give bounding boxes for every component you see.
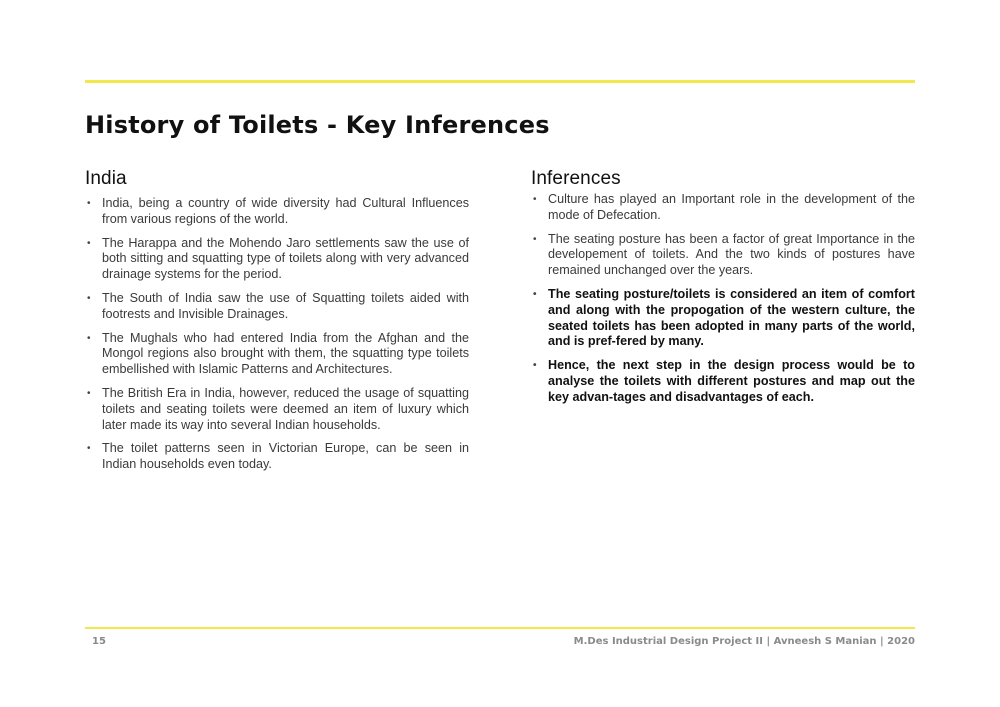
bullet-icon: • bbox=[533, 360, 537, 372]
inferences-bullet-list bbox=[531, 192, 915, 406]
inferences-heading: Inferences bbox=[531, 168, 621, 189]
bullet-icon: • bbox=[87, 443, 91, 455]
list-item-text: Hence, the next step in the design process would be to analyse the toilets with different postures and map out the key advan-tages and disadvantages of each. bbox=[548, 358, 915, 404]
footer-credit: M.Des Industrial Design Project II | Avneesh S Manian | 2020 bbox=[573, 636, 915, 647]
bullet-icon: • bbox=[87, 332, 91, 344]
list-item-text: The Mughals who had entered India from the Afghan and the Mongol regions also brought with them, the squatting type toilets embellished with Islamic Patterns and Architectures. bbox=[102, 330, 469, 377]
bullet-icon: • bbox=[87, 387, 91, 399]
list-item bbox=[85, 441, 469, 473]
list-item-text: The South of India saw the use of Squatting toilets aided with footrests and Invisible Drainages. bbox=[102, 290, 469, 321]
top-accent-rule bbox=[85, 80, 915, 83]
list-item bbox=[85, 236, 469, 283]
list-item bbox=[85, 196, 469, 228]
india-column bbox=[85, 168, 469, 481]
bullet-icon: • bbox=[533, 233, 537, 245]
list-item bbox=[531, 358, 915, 405]
page-number: 15 bbox=[92, 636, 106, 647]
inferences-column bbox=[531, 168, 915, 414]
india-heading: India bbox=[85, 168, 127, 189]
list-item-text: Culture has played an Important role in the development of the mode of Defecation. bbox=[548, 192, 915, 222]
list-item bbox=[531, 232, 915, 279]
list-item-text: India, being a country of wide diversity had Cultural Influences from various regions of the world. bbox=[102, 196, 469, 226]
bullet-icon: • bbox=[87, 292, 91, 304]
bullet-icon: • bbox=[533, 288, 537, 300]
list-item-text: The Harappa and the Mohendo Jaro settlements saw the use of both sitting and squatting type of toilets along with very advanced drainage systems for the period. bbox=[102, 235, 469, 282]
bottom-accent-rule bbox=[85, 627, 915, 629]
page-title: History of Toilets - Key Inferences bbox=[85, 111, 550, 139]
list-item bbox=[85, 386, 469, 433]
bullet-icon: • bbox=[87, 237, 91, 249]
list-item-text: The British Era in India, however, reduced the usage of squatting toilets and seating toilets were deemed an item of luxury which later made its way into several Indian households. bbox=[102, 385, 469, 432]
list-item bbox=[531, 192, 915, 224]
list-item-text: The toilet patterns seen in Victorian Europe, can be seen in Indian households even today. bbox=[102, 441, 469, 472]
bullet-icon: • bbox=[87, 198, 91, 209]
india-bullet-list bbox=[85, 196, 469, 473]
bullet-icon: • bbox=[533, 194, 537, 205]
list-item-text: The seating posture/toilets is considered an item of comfort and along with the propogation of the western culture, the seated toilets has been adopted in many parts of the world, and is pref-fered by many. bbox=[548, 286, 915, 349]
list-item-text: The seating posture has been a factor of great Importance in the developement of toilets. And the two kinds of postures have remained unchanged over the years. bbox=[548, 231, 915, 278]
list-item bbox=[531, 287, 915, 350]
list-item bbox=[85, 291, 469, 323]
list-item bbox=[85, 331, 469, 378]
